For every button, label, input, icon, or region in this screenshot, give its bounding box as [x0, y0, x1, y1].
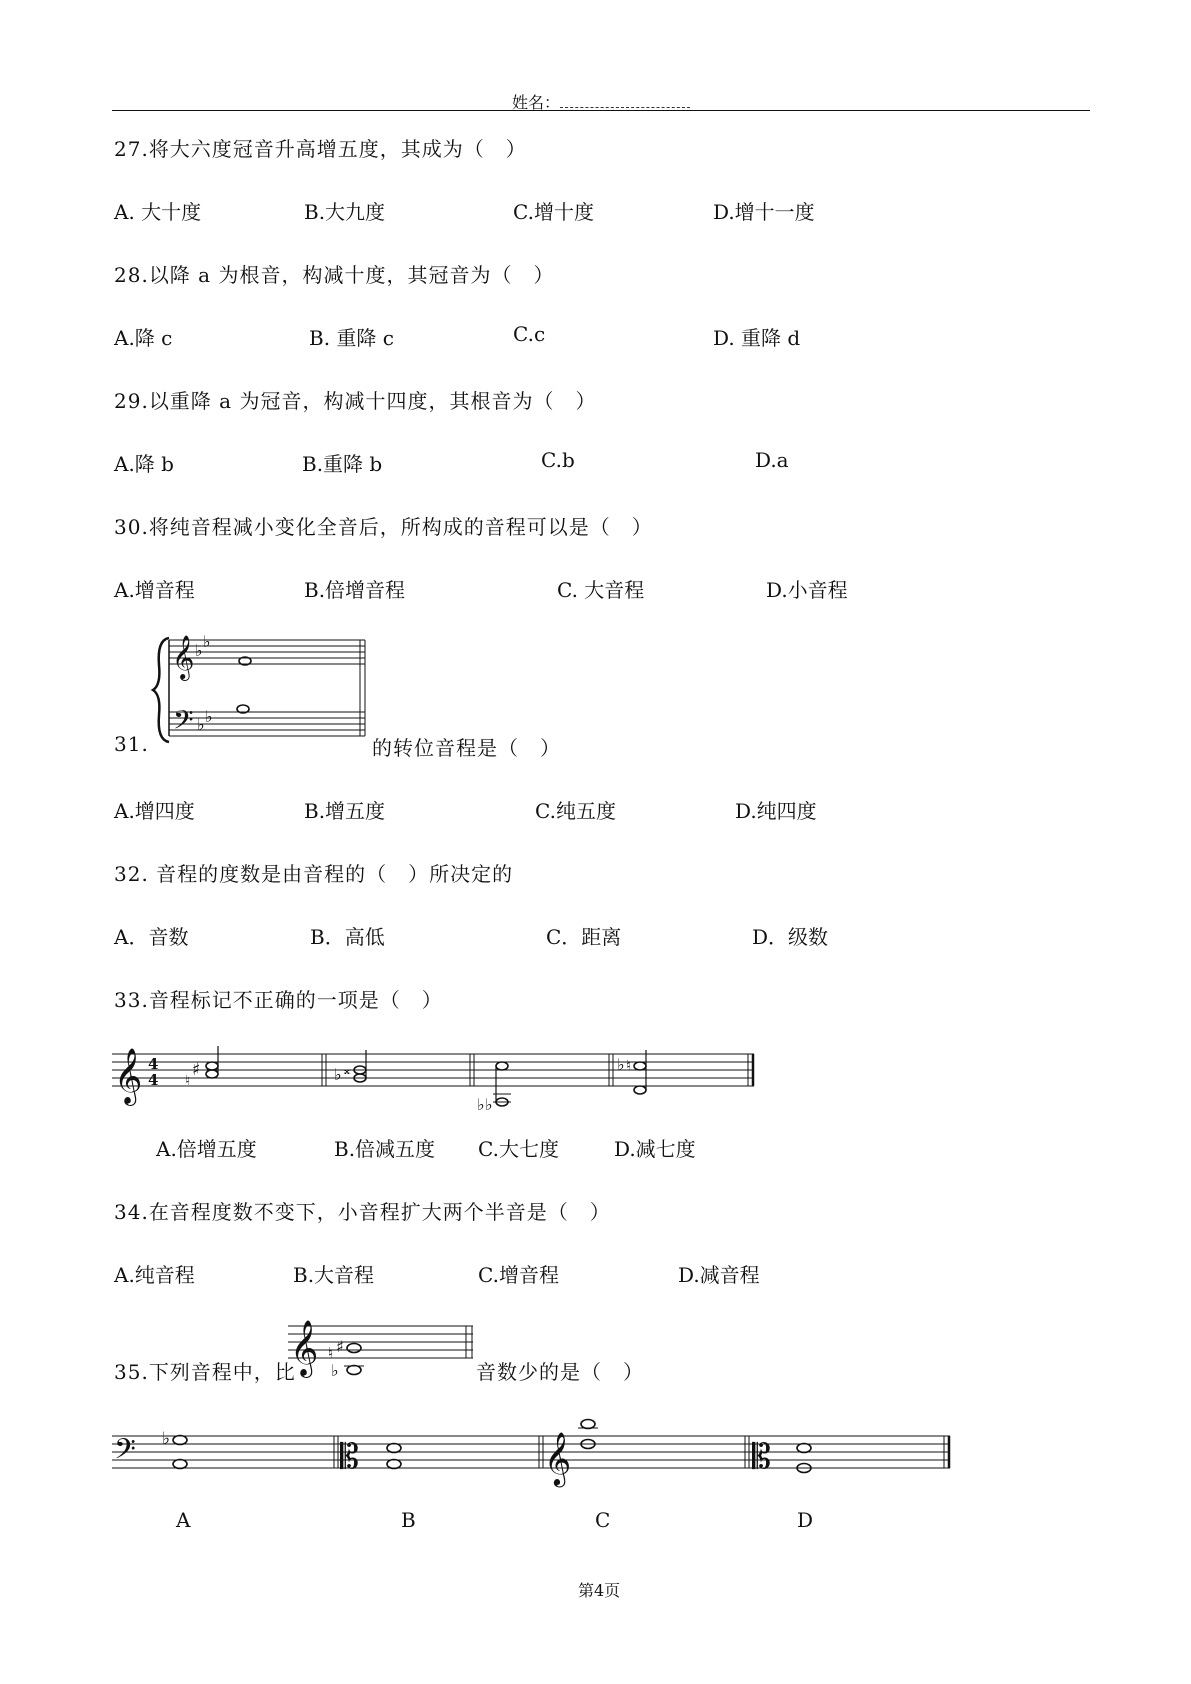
treble-clef-icon: 𝄞 [290, 1320, 319, 1376]
time-sig-bottom: 4 [148, 1071, 159, 1089]
flat-icon: ♭ [334, 1065, 342, 1084]
whole-note [581, 1420, 595, 1429]
question-27 [114, 133, 527, 162]
flat-icon: ♭ [197, 715, 205, 734]
question-number: 33. [114, 988, 149, 1012]
option-b[interactable]: B [401, 1508, 416, 1532]
option-c[interactable]: C [595, 1508, 611, 1532]
question-text: 在音程度数不变下，小音程扩大两个半音是（ ） [148, 1200, 611, 1224]
question-33 [114, 984, 443, 1013]
question-31-text: 的转位音程是（ ） [372, 736, 561, 760]
option-c[interactable]: C.c [513, 322, 546, 346]
bass-clef-icon: 𝄢 [114, 1433, 136, 1473]
option-d[interactable]: D．级数 [752, 925, 829, 949]
alto-clef-icon: 𝄡 [752, 1437, 771, 1477]
question-text: 下列音程中，比 [148, 1360, 296, 1384]
whole-note [797, 1444, 811, 1453]
flat-icon: ♭ [485, 1095, 493, 1114]
whole-note [387, 1460, 401, 1469]
flat-icon: ♭ [617, 1055, 625, 1074]
question-text: 以重降 a 为冠音，构减十四度，其根音为（ ） [148, 389, 597, 413]
q33-staff [112, 1040, 762, 1114]
option-a[interactable]: A.倍增五度 [156, 1137, 257, 1161]
half-note [634, 1086, 646, 1094]
question-number: 32. [114, 862, 149, 886]
flat-icon: ♭ [203, 632, 211, 651]
half-note [206, 1062, 218, 1070]
option-b[interactable]: B.重降 b [302, 452, 383, 476]
question-text: 以降 a 为根音，构减十度，其冠音为（ ） [148, 263, 555, 287]
option-b[interactable]: B.大九度 [304, 200, 386, 224]
question-35-suffix: 音数少的是（ ） [476, 1360, 644, 1384]
question-number: 29. [114, 389, 149, 413]
option-c[interactable]: C.增十度 [513, 200, 594, 224]
question-number: 34. [114, 1200, 149, 1224]
question-28 [114, 259, 554, 288]
natural-icon: ♮ [328, 1344, 334, 1362]
whole-note [347, 1344, 361, 1353]
option-c[interactable]: C.增音程 [478, 1263, 559, 1287]
option-c[interactable]: C．距离 [546, 925, 622, 949]
question-29 [114, 385, 596, 414]
sharp-icon: ♯ [192, 1060, 201, 1080]
q31-grand-staff [155, 630, 370, 752]
option-a[interactable]: A.降 b [114, 452, 174, 476]
question-30 [114, 511, 653, 540]
option-b[interactable]: B.倍减五度 [334, 1137, 436, 1161]
option-d[interactable]: D.小音程 [766, 578, 848, 602]
question-text: 音程的度数是由音程的（ ）所决定的 [156, 862, 514, 886]
question-31-number: 31. [114, 732, 149, 756]
option-a[interactable]: A．音数 [114, 925, 189, 949]
question-text: 将大六度冠音升高增五度，其成为（ ） [148, 137, 527, 161]
q35-reference-staff [288, 1310, 478, 1380]
question-number: 27. [114, 137, 149, 161]
flat-icon: ♭ [477, 1095, 485, 1114]
treble-clef-icon: 𝄞 [114, 1048, 143, 1104]
option-a[interactable]: A. 大十度 [114, 200, 202, 224]
option-c[interactable]: C.大七度 [478, 1137, 559, 1161]
option-c[interactable]: C. 大音程 [557, 578, 645, 602]
option-b[interactable]: B．高低 [310, 925, 385, 949]
option-a[interactable]: A.纯音程 [114, 1263, 195, 1287]
option-d[interactable]: D.增十一度 [713, 200, 815, 224]
header-rule [112, 110, 1090, 111]
time-sig-top: 4 [148, 1055, 159, 1073]
whole-note [347, 1366, 361, 1375]
double-sharp-icon: 𝄪 [344, 1063, 350, 1078]
question-number: 30. [114, 515, 149, 539]
brace [153, 638, 169, 742]
flat-icon: ♭ [195, 641, 203, 660]
question-34 [114, 1196, 611, 1225]
option-d[interactable]: D.纯四度 [735, 799, 817, 823]
option-d[interactable]: D.减七度 [614, 1137, 696, 1161]
option-b[interactable]: B. 重降 c [309, 326, 394, 350]
option-c[interactable]: C.纯五度 [535, 799, 616, 823]
half-note [634, 1062, 646, 1070]
sharp-icon: ♯ [336, 1337, 344, 1356]
whole-note [173, 1460, 187, 1469]
treble-clef-icon: 𝄞 [544, 1431, 572, 1485]
option-b[interactable]: B.倍增音程 [304, 578, 406, 602]
name-field[interactable] [560, 93, 690, 108]
option-d[interactable]: D.a [755, 448, 789, 472]
flat-icon: ♭ [331, 1361, 339, 1380]
flat-icon: ♭ [162, 1429, 171, 1449]
option-d[interactable]: D [797, 1508, 814, 1532]
question-number: 28. [114, 263, 149, 287]
half-note [206, 1070, 218, 1078]
option-d[interactable]: D. 重降 d [713, 326, 801, 350]
natural-icon: ♮ [185, 1073, 191, 1089]
bass-clef-icon: 𝄢 [173, 704, 194, 742]
natural-icon: ♮ [626, 1058, 632, 1074]
option-d[interactable]: D.减音程 [678, 1263, 760, 1287]
question-32 [114, 858, 513, 887]
half-note [496, 1062, 508, 1070]
alto-clef-icon: 𝄡 [340, 1437, 359, 1477]
page-number: 第4页 [578, 1581, 621, 1600]
question-text: 将纯音程减小变化全音后，所构成的音程可以是（ ） [148, 515, 653, 539]
whole-note [387, 1444, 401, 1453]
option-b[interactable]: B.大音程 [293, 1263, 375, 1287]
question-35-prefix [114, 1356, 296, 1385]
flat-icon: ♭ [205, 707, 213, 726]
option-a[interactable]: A.增四度 [114, 799, 195, 823]
treble-clef-icon: 𝄞 [172, 635, 195, 679]
whole-note [173, 1436, 187, 1445]
option-c[interactable]: C.b [541, 448, 575, 472]
question-text: 音程标记不正确的一项是（ ） [148, 988, 443, 1012]
option-a[interactable]: A.降 c [114, 326, 173, 350]
question-number: 35. [114, 1360, 149, 1384]
option-b[interactable]: B.增五度 [304, 799, 386, 823]
option-a[interactable]: A [176, 1508, 191, 1532]
name-label: 姓名： [512, 93, 561, 112]
option-a[interactable]: A.增音程 [114, 578, 195, 602]
q35-options-staff [112, 1410, 952, 1490]
